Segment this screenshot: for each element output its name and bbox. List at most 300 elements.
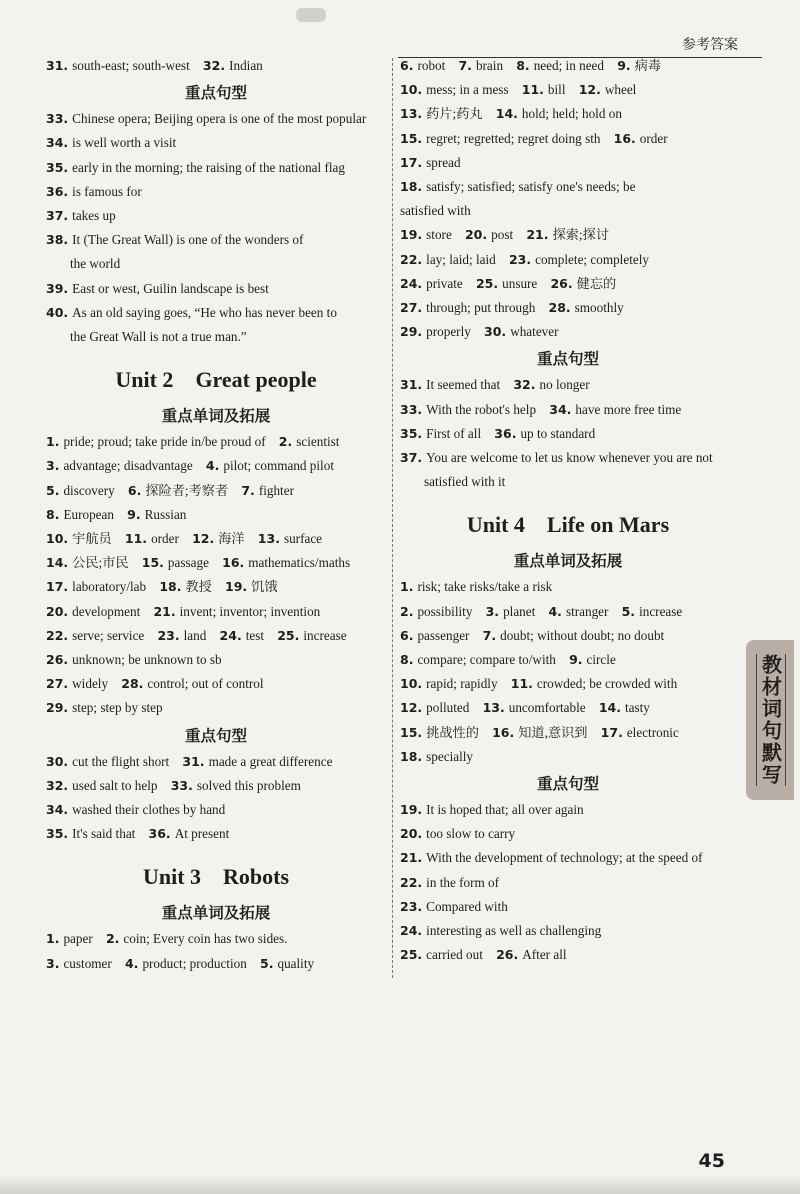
answer-line [400,320,736,344]
answer-number: 14. [46,555,69,571]
answer-text: planet [503,603,536,619]
answer-text: quality [277,955,315,971]
answer-text: increase [639,603,683,619]
answer-text: uncomfortable [508,700,586,716]
answer-number: 17. [46,579,69,595]
answer-number: 13. [400,106,423,122]
answer-line [46,575,386,599]
answer-text: washed their clothes by hand [72,802,226,818]
answer-line [400,127,736,151]
section-heading: 重点句型 [184,726,247,745]
answer-line [46,952,386,976]
answer-text: electronic [626,724,679,740]
answer-text: After all [522,947,567,963]
answer-number: 22. [400,251,423,267]
unit-number: Unit 4 [466,512,525,538]
answer-number: 22. [400,874,423,890]
answer-text: 挑战性的 [426,724,479,740]
answer-line [400,822,736,846]
answer-line [400,248,736,272]
answer-number: 31. [400,377,423,393]
unit-number: Unit 3 [142,864,202,890]
answer-text: through; put through [426,300,536,316]
answer-text: 教授 [185,579,212,595]
answer-number: 7. [241,482,255,498]
answer-number: 8. [46,506,60,522]
answer-line [400,943,736,967]
answer-text: bill [547,82,566,98]
answer-text: passage [167,555,209,571]
answer-number: 16. [492,724,515,740]
answer-text: mess; in a mess [426,82,509,98]
answer-number: 32. [46,777,69,793]
answer-text: compare; compare to/with [417,652,556,668]
answer-text: satisfy; satisfied; satisfy one's needs; be [426,179,636,195]
answer-number: 13. [257,531,280,547]
answer-text: scientist [296,434,340,450]
answer-number: 11. [124,531,148,547]
answer-text: paper [63,931,93,947]
answer-text: carried out [426,947,483,963]
answer-text: have more free time [575,401,682,417]
answer-text: smoothly [574,300,624,316]
answer-number: 16. [222,555,245,571]
answer-line [400,871,736,895]
answer-number: 9. [127,506,141,522]
answer-text: order [639,130,668,146]
answer-text: It seemed that [426,377,501,393]
column-divider [392,58,393,978]
answer-text: widely [72,676,109,692]
answer-text: risk; take risks/take a risk [417,579,553,595]
answer-number: 13. [482,700,505,716]
answer-text: store [426,227,452,243]
answer-text: is famous for [72,183,142,199]
page-header-title: 参考答案 [682,37,738,53]
answer-text: increase [303,627,347,643]
answer-line [400,151,736,175]
answer-number: 9. [569,652,583,668]
answer-text: doubt; without doubt; no doubt [500,627,665,643]
answer-number: 10. [400,82,423,98]
answer-line [400,78,736,102]
answer-text: robot [417,58,446,73]
answer-line [400,648,736,672]
answer-number: 32. [202,58,226,73]
answer-number: 24. [400,923,423,939]
answer-number: 39. [46,280,69,296]
answer-number: 23. [400,898,423,914]
answer-text: 海洋 [218,531,245,547]
answer-text: 公民;市民 [72,555,129,571]
answer-text: 健忘的 [576,275,617,291]
answer-text: Compared with [426,898,508,914]
answer-number: 20. [400,826,423,842]
answer-text: takes up [72,208,116,224]
answer-number: 24. [400,275,423,291]
answer-text: customer [63,955,112,971]
section-heading: 重点句型 [536,775,599,794]
answer-text: order [151,531,179,547]
answer-number: 37. [46,208,69,224]
answer-text: lay; laid; laid [426,251,496,267]
answer-text: pride; proud; take pride in/be proud of [63,434,266,450]
answer-text: unsure [502,275,538,291]
answer-line [46,672,386,696]
answer-text: circle [586,652,616,668]
answer-number: 15. [141,555,164,571]
answer-text: made a great difference [208,753,333,769]
answer-text: serve; service [72,627,145,643]
answer-line [400,54,736,78]
answer-number: 4. [205,458,220,474]
answer-number: 36. [46,183,69,199]
binding-mark [296,8,326,22]
answer-text: early in the morning; the raising of the national flag [72,159,345,175]
answer-number: 36. [148,826,171,842]
answer-line [400,175,736,199]
answer-text: With the robot's help [426,401,537,417]
answer-line [46,600,386,624]
answer-text: crowded; be crowded with [536,676,678,692]
answer-text: laboratory/lab [72,579,147,595]
answer-text: mathematics/maths [248,555,351,571]
answer-text: 饥饿 [251,579,278,595]
answer-text: As an old saying goes, “He who has never been to [72,304,337,320]
answer-number: 17. [600,724,623,740]
answer-line [46,107,386,131]
answer-number: 35. [400,425,423,441]
answer-line [400,672,736,696]
answer-number: 1. [46,434,60,450]
answer-number: 4. [124,955,139,971]
answer-text: in the form of [426,874,500,890]
answer-line [46,204,386,228]
answer-text: properly [426,324,471,340]
unit-title: Great people [195,367,317,393]
answer-number: 2. [105,931,120,947]
answer-number: 14. [598,700,621,716]
answer-number: 33. [400,401,423,417]
answer-continuation: satisfied with [400,203,471,219]
answer-line [400,102,736,126]
answer-number: 24. [219,627,242,643]
answer-number: 21. [526,227,549,243]
section-heading: 重点句型 [184,84,247,103]
page-number: 45 [698,1150,725,1172]
answer-number: 32. [513,377,536,393]
answer-number: 5. [260,955,274,971]
answer-line [46,551,386,575]
answer-number: 8. [400,652,414,668]
answer-line [400,846,736,870]
answer-number: 4. [548,603,562,619]
answer-line [400,272,736,296]
answer-text: 探索;探讨 [552,227,609,243]
answer-line [400,919,736,943]
answer-number: 3. [485,603,500,619]
answer-number: 40. [46,304,69,320]
answer-number: 23. [157,627,180,643]
answer-text: tasty [624,700,650,716]
answer-text: complete; completely [535,251,649,267]
answer-text: land [183,627,207,643]
answer-number: 6. [400,58,414,73]
answer-line [400,422,736,446]
answer-number: 25. [475,275,499,291]
answer-number: 35. [46,159,69,175]
answer-text: Indian [229,58,263,73]
answer-continuation: the Great Wall is not a true man.” [70,329,247,345]
answer-number: 19. [400,802,423,818]
section-heading: 重点句型 [536,350,599,369]
answer-number: 3. [46,955,60,971]
answer-text: polluted [426,700,470,716]
answer-number: 26. [496,947,519,963]
answer-line [46,696,386,720]
answer-text: possibility [417,603,473,619]
answer-text: passenger [417,627,470,643]
answer-line [46,624,386,648]
answer-number: 7. [482,627,497,643]
answer-text: used salt to help [72,777,158,793]
answer-text: too slow to carry [426,826,516,842]
answer-text: 药片;药丸 [426,106,483,122]
answer-text: unknown; be unknown to sb [72,652,222,668]
answer-number: 5. [46,482,60,498]
answer-text: specially [426,748,474,764]
answer-line [400,373,736,397]
unit-number: Unit 2 [115,367,174,393]
answer-line [46,822,386,846]
answer-number: 27. [46,676,69,692]
answer-text: pilot; command pilot [223,458,334,474]
answer-number: 2. [278,434,293,450]
answer-text: regret; regretted; regret doing sth [426,130,601,146]
answer-line [46,479,386,503]
answer-text: With the development of technology; at the speed of [426,850,703,866]
section-heading: 重点单词及拓展 [513,552,623,571]
answer-line [400,624,736,648]
answer-line [46,648,386,672]
answer-number: 31. [182,753,205,769]
answer-number: 18. [159,579,182,595]
answer-text: At present [174,826,230,842]
answer-line [46,430,386,454]
answer-number: 5. [621,603,636,619]
answer-number: 18. [400,748,423,764]
answer-number: 29. [46,700,69,716]
answer-number: 22. [46,627,69,643]
answer-text: discovery [63,482,115,498]
answer-text: wheel [604,82,637,98]
answer-number: 26. [550,275,573,291]
answer-number: 34. [549,401,572,417]
answer-text: It (The Great Wall) is one of the wonders of [72,232,304,248]
answer-text: stranger [565,603,609,619]
answer-text: is well worth a visit [72,135,177,151]
answer-text: solved this problem [196,777,301,793]
answer-number: 18. [400,179,423,195]
answer-text: fighter [258,482,294,498]
answer-line [46,798,386,822]
answer-text: 宇航员 [72,531,112,547]
answer-number: 34. [46,802,69,818]
answer-line [400,575,736,599]
answer-text: It's said that [72,826,136,842]
answer-line [400,600,736,624]
answer-line [46,277,386,301]
answer-number: 10. [46,531,69,547]
answer-line [46,180,386,204]
answer-text: 探险者;考察者 [145,482,229,498]
answer-line [400,721,736,745]
answer-number: 15. [400,130,423,146]
answer-number: 6. [127,482,142,498]
answer-number: 33. [170,777,193,793]
answer-number: 29. [400,324,423,340]
answer-number: 11. [510,676,533,692]
answer-text: First of all [426,425,482,441]
side-tab [746,640,794,800]
answer-number: 19. [400,227,423,243]
answer-number: 20. [464,227,488,243]
answer-line [46,131,386,155]
answer-number: 30. [46,753,69,769]
answer-text: It is hoped that; all over again [426,802,584,818]
answer-text: 知道,意识到 [518,724,588,740]
answer-number: 25. [277,627,300,643]
answer-number: 38. [46,232,69,248]
answer-line [400,798,736,822]
answer-number: 17. [400,154,423,170]
answer-number: 3. [46,458,60,474]
answer-text: Russian [144,506,187,522]
answer-text: coin; Every coin has two sides. [123,931,288,947]
answer-line [46,228,386,252]
answer-number: 6. [400,627,414,643]
answer-number: 15. [400,724,423,740]
right-column [400,54,736,968]
answer-number: 21. [400,850,423,866]
answer-text: You are welcome to let us know whenever you are not [426,450,713,466]
answer-line [46,54,386,78]
section-heading: 重点单词及拓展 [161,407,271,426]
answer-number: 9. [617,58,631,73]
answer-text: interesting as well as challenging [426,923,602,939]
answer-text: post [491,227,514,243]
answer-continuation: the world [70,256,121,272]
answer-text: test [245,627,265,643]
answer-number: 12. [400,700,423,716]
answer-line [400,223,736,247]
answer-text: control; out of control [147,676,264,692]
answer-number: 2. [400,603,414,619]
answer-number: 35. [46,826,69,842]
answer-line [400,296,736,320]
left-column [46,54,386,976]
answer-text: product; production [142,955,247,971]
answer-number: 33. [46,111,69,127]
answer-line [46,503,386,527]
answer-number: 7. [458,58,472,73]
answer-number: 1. [400,579,414,595]
answer-number: 14. [495,106,518,122]
answer-number: 34. [46,135,69,151]
answer-number: 20. [46,603,69,619]
answer-text: no longer [539,377,590,393]
answer-text: whatever [510,324,559,340]
answer-number: 28. [548,300,571,316]
answer-text: East or west, Guilin landscape is best [72,280,269,296]
answer-number: 19. [225,579,248,595]
answer-text: brain [475,58,504,73]
answer-line [46,301,386,325]
answer-text: hold; held; hold on [521,106,622,122]
answer-number: 12. [578,82,601,98]
answer-line [46,527,386,551]
answer-line [46,927,386,951]
answer-text: spread [426,154,461,170]
answer-number: 31. [46,58,69,73]
answer-text: invent; inventor; invention [179,603,321,619]
answer-number: 12. [192,531,215,547]
answer-number: 16. [613,130,636,146]
answer-text: rapid; rapidly [426,676,498,692]
answer-line [400,398,736,422]
answer-line [46,774,386,798]
answer-text: 病毒 [634,58,662,73]
answer-text: private [426,275,463,291]
answer-text: advantage; disadvantage [63,458,193,474]
answer-line [400,745,736,769]
answer-number: 21. [153,603,176,619]
unit-heading [46,862,386,892]
answer-text: south-east; south-west [72,58,190,73]
answer-line [46,156,386,180]
answer-number: 26. [46,652,69,668]
answer-line [46,454,386,478]
answer-number: 11. [521,82,544,98]
unit-title: Robots [223,864,290,890]
answer-number: 27. [400,300,423,316]
answer-line [46,750,386,774]
answer-number: 30. [484,324,507,340]
answer-text: cut the flight short [72,753,170,769]
section-heading: 重点单词及拓展 [161,904,271,923]
answer-number: 37. [400,450,423,466]
answer-number: 25. [400,947,423,963]
answer-text: up to standard [520,425,596,441]
answer-number: 8. [516,58,530,73]
answer-text: development [72,603,141,619]
answer-text: surface [283,531,323,547]
answer-number: 1. [46,931,60,947]
unit-title: Life on Mars [546,512,670,538]
answer-continuation: satisfied with it [424,474,506,490]
answer-line [400,895,736,919]
answer-text: step; step by step [72,700,163,716]
answer-number: 23. [508,251,532,267]
answer-text: need; in need [533,58,604,73]
answer-line [400,696,736,720]
answer-line [400,446,736,470]
answer-text: Chinese opera; Beijing opera is one of the most popular [72,111,367,127]
unit-heading [46,365,386,395]
answer-number: 10. [400,676,423,692]
answer-number: 36. [494,425,517,441]
page-bottom-edge [0,1174,800,1194]
